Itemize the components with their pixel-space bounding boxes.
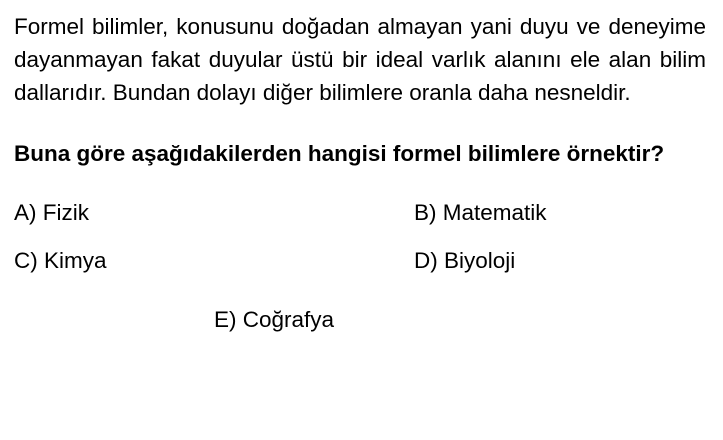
option-d[interactable]: D) Biyoloji [414,248,516,273]
option-b[interactable]: B) Matematik [414,200,547,225]
options-row-3 [14,296,706,333]
passage-text [14,10,706,109]
options-row-2 [14,248,706,274]
option-c[interactable]: C) Kimya [14,248,107,273]
question-prompt [14,138,704,169]
options-list [14,200,706,333]
option-a[interactable]: A) Fizik [14,200,89,225]
options-row-1 [14,200,706,226]
passage-paragraph: Formel bilimler, konusunu doğadan almayan yani duyu ve deneyime dayanmayan fakat duyular üstü bir ideal varlık alanını ele alan bilim dallarıdır. Bundan dolayı diğer bilimlere oranla daha nesneldir. [14,14,706,105]
question-paragraph: Buna göre aşağıdakilerden hangisi formel bilimlere örnektir? [14,141,665,166]
option-e[interactable]: E) Coğrafya [214,307,335,332]
